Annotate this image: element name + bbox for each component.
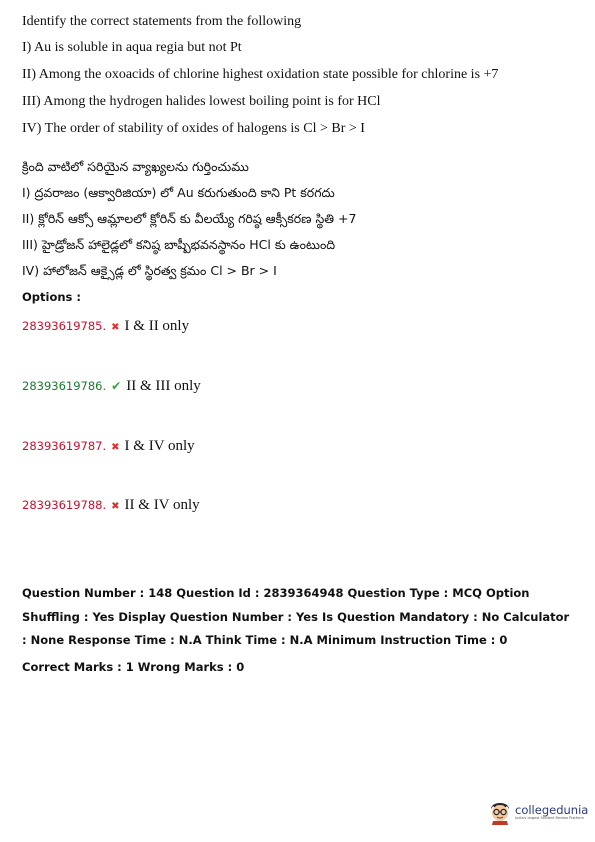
check-icon: ✔ [111, 379, 122, 393]
option-2[interactable] [22, 378, 201, 395]
options-heading: Options : [22, 290, 81, 304]
statement-te-3: III) హైడ్రోజన్ హాలైడ్లలో కనిష్ఠ బాష్పీభవనస్థానం HCl కు ఉంటుంది [22, 237, 336, 252]
option-text: I & IV only [124, 438, 195, 454]
option-3[interactable] [22, 438, 195, 455]
brand-name: collegedunia [515, 803, 589, 817]
option-text: II & III only [126, 378, 201, 394]
statement-en-2: II) Among the oxoacids of chlorine highest oxidation state possible for chlorine is +7 [22, 67, 499, 82]
question-metadata: Question Number : 148 Question Id : 2839364948 Question Type : MCQ Option Shuffling : Yes Display Question Number : Yes Is Question Mandatory : No Calculator : None Response Time : N.A Think Time : N.A Minimum Instruction Time : 0 [22, 586, 570, 647]
option-id: 28393619785. [22, 319, 107, 333]
statement-en-1: I) Au is soluble in aqua regia but not Pt [22, 40, 242, 55]
question-prompt-en: Identify the correct statements from the following [22, 14, 302, 29]
statement-en-3: III) Among the hydrogen halides lowest boiling point is for HCl [22, 94, 381, 109]
statement-te-2: II) క్లోరిన్ ఆక్సో ఆమ్లాలలో క్లోరిన్ కు వీలయ్యే గరిష్ఠ ఆక్సీకరణ స్థితి +7 [22, 211, 357, 226]
statement-te-4: IV) హాలోజన్ ఆక్సైడ్ల లో స్థిరత్వ క్రమం Cl > Br > I [22, 263, 277, 278]
statement-te-1: I) ద్రవరాజం (ఆక్వారిజియా) లో Au కరుగుతుంది కాని Pt కరగదు [22, 185, 335, 200]
option-id: 28393619788. [22, 498, 107, 512]
question-prompt-te: క్రింది వాటిలో సరియైన వ్యాఖ్యలను గుర్తించుము [22, 159, 249, 174]
option-text: II & IV only [124, 497, 200, 513]
option-1[interactable] [22, 318, 189, 335]
cross-icon: ✖ [111, 442, 120, 453]
option-id: 28393619787. [22, 439, 107, 453]
statement-en-4: IV) The order of stability of oxides of halogens is Cl > Br > I [22, 121, 365, 136]
option-id: 28393619786. [22, 379, 107, 393]
brand-tagline: India's largest Student Review Platform [515, 816, 584, 820]
question-marks: Correct Marks : 1 Wrong Marks : 0 [22, 660, 245, 674]
brand-logo [488, 799, 588, 825]
option-text: I & II only [124, 318, 190, 334]
cross-icon: ✖ [111, 501, 120, 512]
option-4[interactable] [22, 497, 200, 514]
mascot-icon [488, 799, 512, 825]
cross-icon: ✖ [111, 322, 120, 333]
